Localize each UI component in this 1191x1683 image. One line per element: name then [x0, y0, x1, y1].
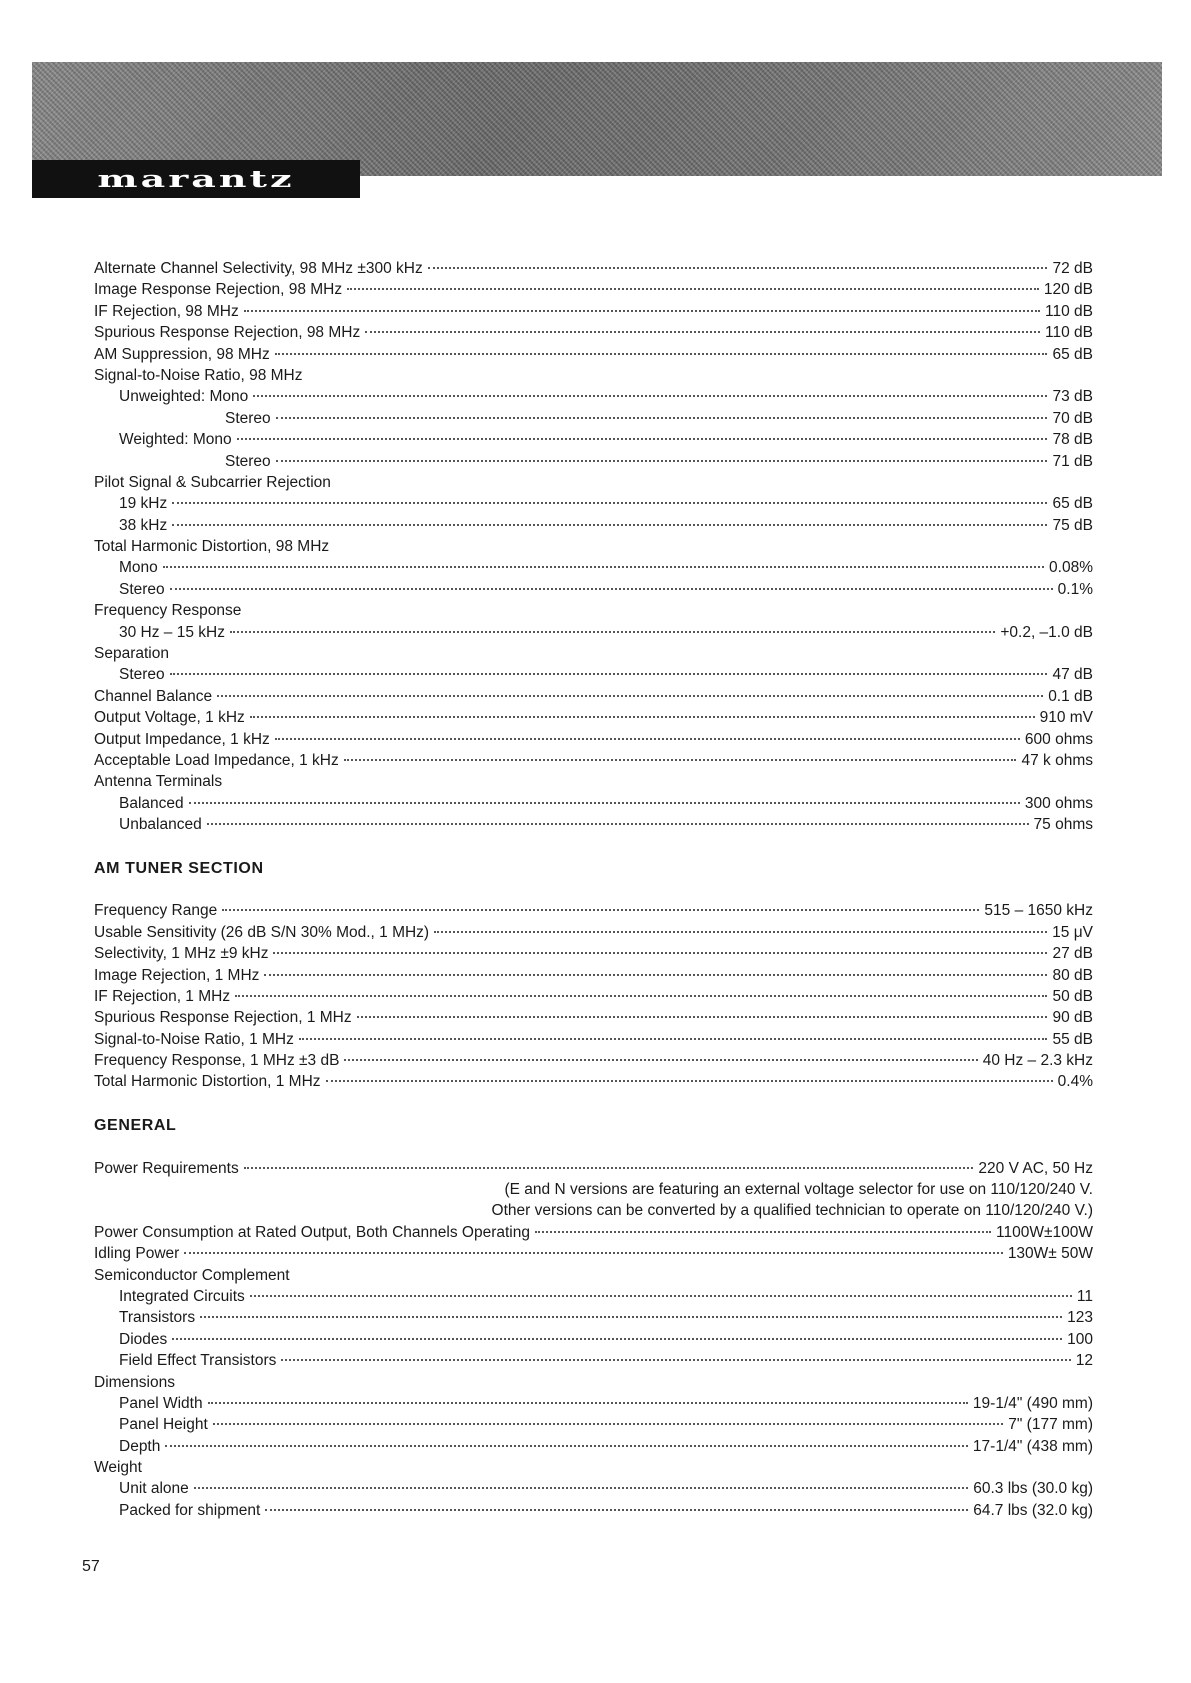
spec-row: Total Harmonic Distortion, 1 MHz 0.4%: [94, 1073, 1093, 1091]
page-number: 57: [82, 1558, 100, 1575]
spec-row: IF Rejection, 98 MHz 110 dB: [94, 302, 1093, 320]
spec-group-label: Dimensions: [94, 1373, 175, 1391]
spec-row: Stereo 47 dB: [119, 666, 1093, 684]
spec-group-label: Signal-to-Noise Ratio, 98 MHz: [94, 366, 303, 384]
spec-row: Depth 17-1/4" (438 mm): [119, 1437, 1093, 1455]
spec-row: Stereo 71 dB: [225, 452, 1093, 470]
spec-group-label: Weight: [94, 1459, 142, 1477]
spec-row: Field Effect Transistors 12: [119, 1352, 1093, 1370]
spec-row: AM Suppression, 98 MHz 65 dB: [94, 345, 1093, 363]
spec-row: Stereo 70 dB: [225, 409, 1093, 427]
voltage-note: (E and N versions are featuring an external voltage selector for use on 110/120/240 V.: [504, 1181, 1093, 1199]
header-banner: [32, 62, 1162, 176]
spec-group-label: Semiconductor Complement: [94, 1266, 290, 1284]
spec-row: Power Consumption at Rated Output, Both Channels Operating 1100W±100W: [94, 1223, 1093, 1241]
spec-row: Output Voltage, 1 kHz 910 mV: [94, 709, 1093, 727]
spec-row: Unbalanced 75 ohms: [119, 816, 1093, 834]
spec-row: Weighted: Mono 78 dB: [119, 431, 1093, 449]
voltage-note: Other versions can be converted by a qualified technician to operate on 110/120/240 V.): [491, 1202, 1093, 1220]
spec-row: Transistors 123: [119, 1309, 1093, 1327]
spec-row: Power Requirements 220 V AC, 50 Hz: [94, 1159, 1093, 1177]
spec-row: Mono 0.08%: [119, 559, 1093, 577]
brand-logo-text: marantz: [97, 164, 295, 193]
spec-row: Stereo 0.1%: [119, 580, 1093, 598]
spec-row: Usable Sensitivity (26 dB S/N 30% Mod., 1 MHz) 15 μV: [94, 923, 1093, 941]
spec-row: Balanced 300 ohms: [119, 794, 1093, 812]
spec-group-label: Total Harmonic Distortion, 98 MHz: [94, 538, 330, 556]
section-heading: AM TUNER SECTION: [94, 859, 264, 877]
spec-row: 19 kHz 65 dB: [119, 495, 1093, 513]
spec-row: Acceptable Load Impedance, 1 kHz 47 k ohms: [94, 751, 1093, 769]
spec-row: IF Rejection, 1 MHz 50 dB: [94, 987, 1093, 1005]
spec-group-label: Frequency Response: [94, 602, 242, 620]
spec-row: 30 Hz – 15 kHz +0.2, –1.0 dB: [119, 623, 1093, 641]
spec-row: 38 kHz 75 dB: [119, 516, 1093, 534]
fm-tuner-specs: [94, 258, 1093, 836]
spec-row: Unit alone 60.3 lbs (30.0 kg): [119, 1480, 1093, 1498]
spec-row: Packed for shipment 64.7 lbs (32.0 kg): [119, 1501, 1093, 1519]
spec-group-label: Separation: [94, 645, 169, 663]
spec-row: Selectivity, 1 MHz ±9 kHz 27 dB: [94, 945, 1093, 963]
spec-row: Frequency Response, 1 MHz ±3 dB 40 Hz – 2.3 kHz: [94, 1052, 1093, 1070]
spec-row: Integrated Circuits 11: [119, 1287, 1093, 1305]
spec-row: Channel Balance 0.1 dB: [94, 687, 1093, 705]
spec-row: Frequency Range 515 – 1650 kHz: [94, 902, 1093, 920]
spec-row: Diodes 100: [119, 1330, 1093, 1348]
spec-content: [94, 258, 1093, 1521]
spec-row: Panel Width 19-1/4" (490 mm): [119, 1394, 1093, 1412]
spec-row: Unweighted: Mono 73 dB: [119, 388, 1093, 406]
spec-row: Alternate Channel Selectivity, 98 MHz ±300 kHz 72 dB: [94, 260, 1093, 277]
brand-logo: [32, 160, 360, 198]
spec-group-label: Antenna Terminals: [94, 773, 223, 791]
spec-row: Signal-to-Noise Ratio, 1 MHz 55 dB: [94, 1030, 1093, 1048]
spec-row: Output Impedance, 1 kHz 600 ohms: [94, 730, 1093, 748]
spec-row: Image Response Rejection, 98 MHz 120 dB: [94, 281, 1093, 299]
am-tuner-section: [94, 858, 1093, 1093]
spec-row: Spurious Response Rejection, 98 MHz 110 dB: [94, 324, 1093, 342]
spec-row: Panel Height 7" (177 mm): [119, 1416, 1093, 1434]
section-heading: GENERAL: [94, 1116, 177, 1134]
spec-row: Idling Power 130W± 50W: [94, 1245, 1093, 1263]
spec-row: Image Rejection, 1 MHz 80 dB: [94, 966, 1093, 984]
spec-group-label: Pilot Signal & Subcarrier Rejection: [94, 473, 331, 491]
general-section: [94, 1115, 1093, 1521]
spec-row: Spurious Response Rejection, 1 MHz 90 dB: [94, 1009, 1093, 1027]
